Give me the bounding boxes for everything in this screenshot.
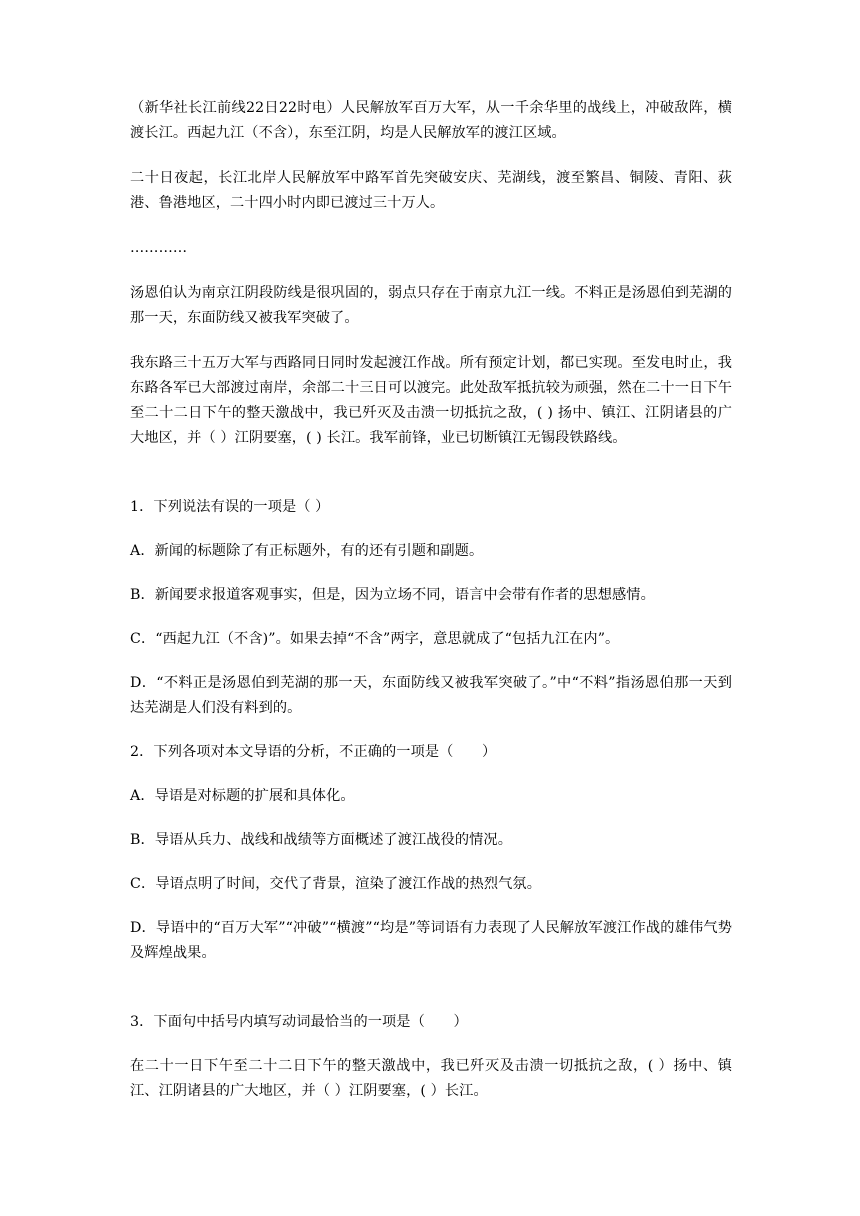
question-1-option-c: C．“西起九江（不含)”。如果去掉“不含”两字，意思就成了“包括九江在内”。 xyxy=(130,631,620,647)
question-2-option-c: C．导语点明了时间，交代了背景，渲染了渡江作战的热烈气氛。 xyxy=(130,876,542,892)
question-2-option-b: B．导语从兵力、战线和战绩等方面概述了渡江战役的情况。 xyxy=(130,832,513,848)
question-1-stem: 1．下列说法有误的一项是（ ） xyxy=(130,499,330,515)
document-content xyxy=(130,96,732,1104)
question-3-passage: 在二十一日下午至二十二日下午的整天激战中，我已歼灭及击溃一切抵抗之敌，( ）扬中、镇江、江阴诸县的广大地区，并（ ）江阴要塞，( ）长江。 xyxy=(130,1058,732,1099)
article-paragraph-4: 我东路三十五万大军与西路同日同时发起渡江作战。所有预定计划，都已实现。至发电时止，我东路各军已大部渡过南岸，余部二十三日可以渡完。此处敌军抵抗较为顽强，然在二十一日下午至二十二日下午的整天激战中，我已歼灭及击溃一切抵抗之敌，( ) 扬中、镇江、江阴诸县的广大地区，并（ ）江阴要塞，( ) 长江。我军前锋，业已切断镇江无锡段铁路线。 xyxy=(130,355,732,446)
article-paragraph-2: 二十日夜起，长江北岸人民解放军中路军首先突破安庆、芜湖线，渡至繁昌、铜陵、青阳、荻港、鲁港地区，二十四小时内即已渡过三十万人。 xyxy=(130,170,732,211)
question-3-stem: 3．下面句中括号内填写动词最恰当的一项是（ ） xyxy=(130,1014,468,1030)
question-2-option-d: D．导语中的“百万大军”“冲破”“横渡”“均是”等词语有力表现了人民解放军渡江作战的雄伟气势及辉煌战果。 xyxy=(130,920,732,961)
question-2-option-a: A．导语是对标题的扩展和具体化。 xyxy=(130,788,355,804)
article-ellipsis: ………… xyxy=(130,240,188,256)
article-paragraph-3: 汤恩伯认为南京江阴段防线是很巩固的，弱点只存在于南京九江一线。不料正是汤恩伯到芜湖的那一天，东面防线又被我军突破了。 xyxy=(130,285,732,326)
question-1-option-d: D．“不料正是汤恩伯到芜湖的那一天，东面防线又被我军突破了。”中“不料”指汤恩伯那一天到达芜湖是人们没有料到的。 xyxy=(130,675,732,716)
question-1-option-a: A．新闻的标题除了有正标题外，有的还有引题和副题。 xyxy=(130,543,484,559)
question-2-stem: 2．下列各项对本文导语的分析，不正确的一项是（ ） xyxy=(130,744,497,760)
question-1-option-b: B．新闻要求报道客观事实，但是，因为立场不同，语言中会带有作者的思想感情。 xyxy=(130,587,655,603)
article-paragraph-1: （新华社长江前线22日22时电）人民解放军百万大军，从一千余华里的战线上，冲破敌阵，横渡长江。西起九江（不含），东至江阴，均是人民解放军的渡江区域。 xyxy=(130,100,732,141)
